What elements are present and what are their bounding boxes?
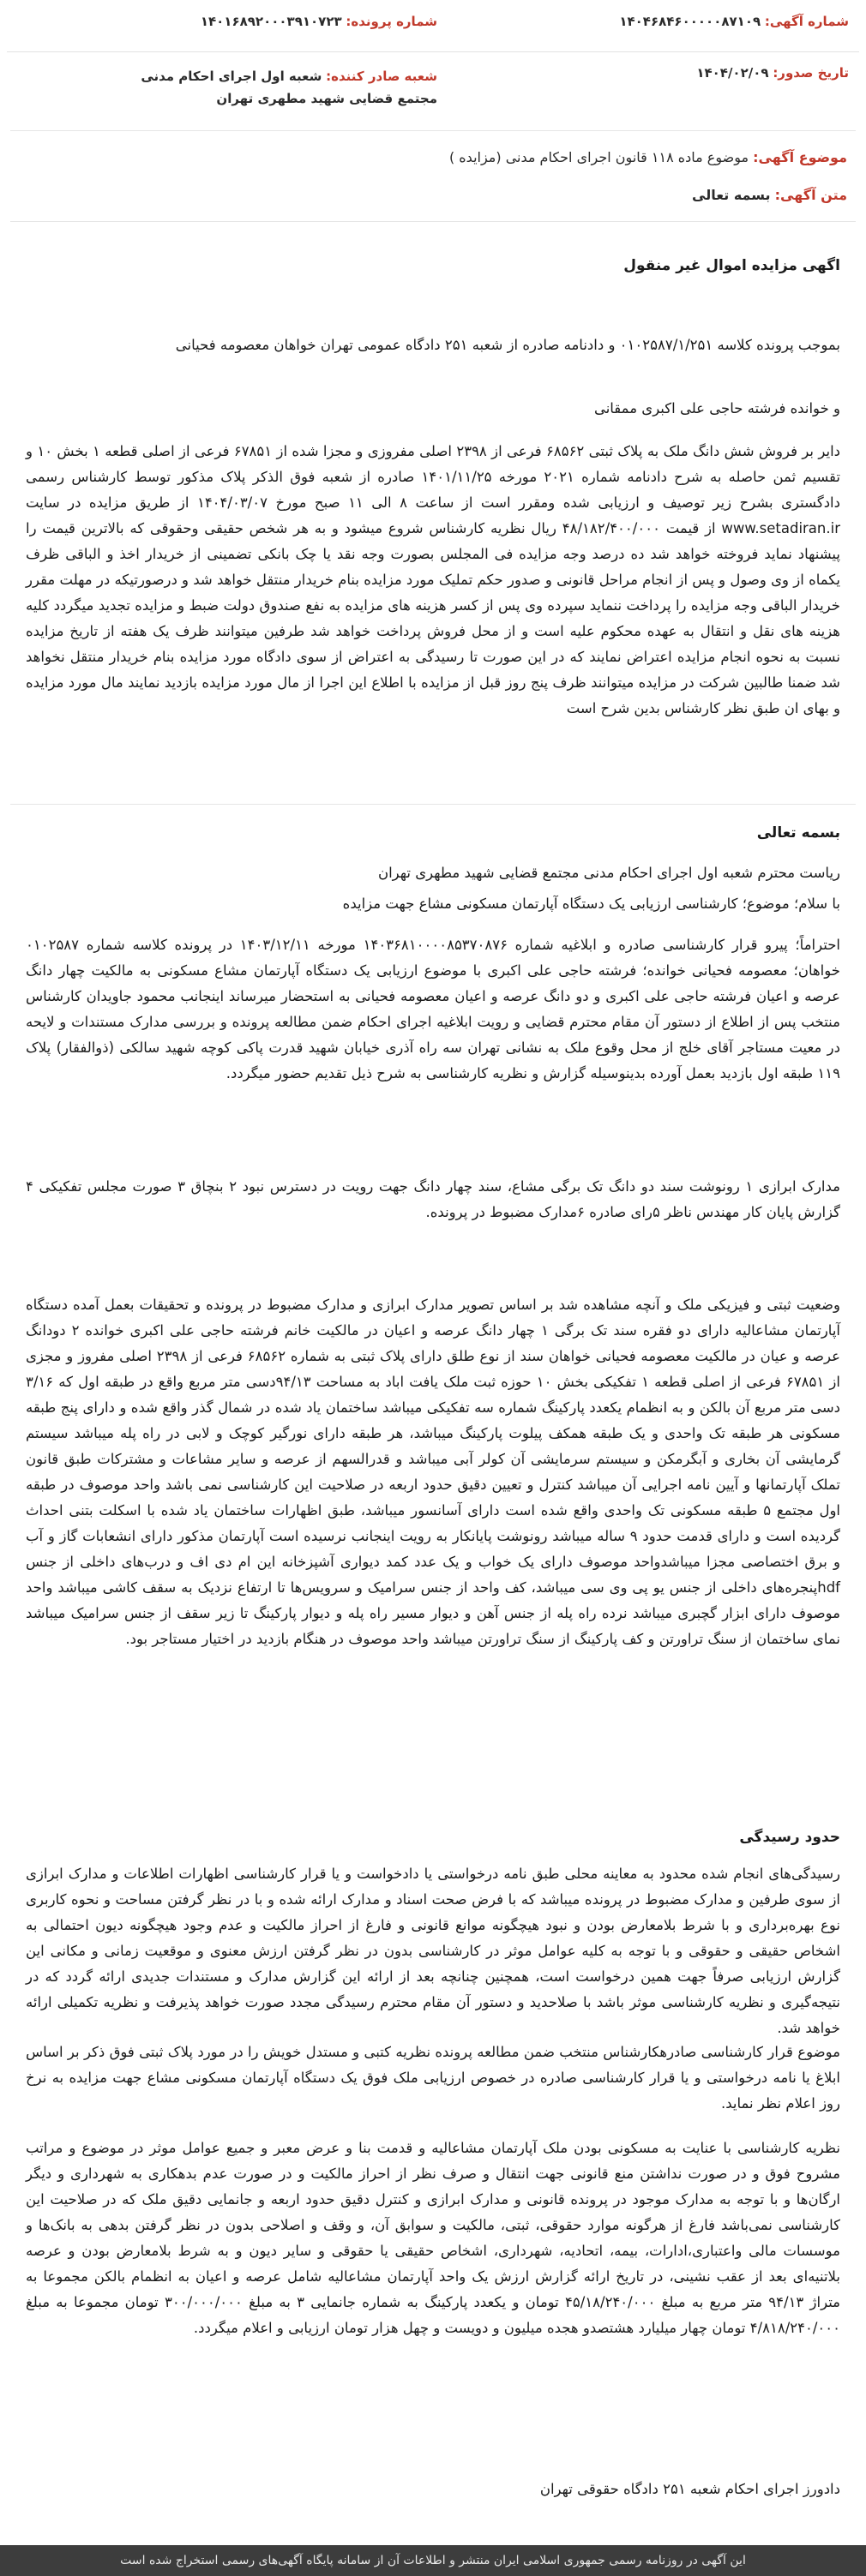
footer-text: این آگهی در روزنامه رسمی جمهوری اسلامی ایران منتشر و اطلاعات آن از سامانه پایگاه آگهی‌های رسمی استخراج شده است [120, 2554, 746, 2567]
file-number-row [201, 14, 437, 29]
issuer-branch-row [129, 65, 437, 110]
valuation-paragraph: نظریه کارشناسی با عنایت به مسکونی بودن ملک آپارتمان مشاعالیه و قدمت بنا و عرض معبر و جمیع عوامل موثر در موضوع و مراتب مشروح فوق و در صورت نداشتن منع قانونی جهت انتقال و صرف نظر از احراز مالکیت و در صورت عدم بدهکاری به شهرداری و دیگر ارگان‌ها و با توجه به مدارک موجود در پرونده قانونی و مدارک ابرازی و کنترل دقیق حدود اربعه و جانمایی دقیق ملک که در صلاحیت این کارشناسی نمی‌باشد فارغ از هرگونه موارد حقوقی، ثبتی، مالکیت و سوابق آن، و وقف و اصلاحی بدون در نظر گرفتن بدهی به بانک‌ها و موسسات مالی واعتباری،ادارات، بیمه، اتحادیه، شهرداری، اشخاص حقیقی یا حقوقی و سایر دیون و به شرط بلامعارض بودن و عرصه بلاتنیه‌ای بعد از عقب نشینی، در تاریخ ارائه گزارش ارزش یک واحد آپارتمان مشاعالیه شامل عرصه و اعیان به انظمام بالکن مجموعا به متراژ ۹۴/۱۳ متر مربع به مبلغ ۴۵/۱۸/۲۴۰/۰۰۰ تومان و یکعدد پارکینگ به شماره جانمایی ۳ به مبلغ ۳۰۰/۰۰۰/۰۰۰ تومان مجموعا به مبلغ ۴/۸۱۸/۲۴۰/۰۰۰ تومان چهار میلیارد هشتصدو هجده میلیون و دویست و چهل هزار تومان ارزیابی و اعلام میگردد. [26, 2140, 841, 2336]
footer-bar [0, 2545, 866, 2576]
auction-terms-paragraph: دایر بر فروش شش دانگ ملک به پلاک ثبتی ۶۸۵۶۲ فرعی از ۲۳۹۸ اصلی مفروزی و مجزا شده از ۶۷۸۵۱ فرعی از اصلی قطعه ۱ بخش ۱۰ و تقسیم ثمن حاصله به شرح دادنامه شماره ۲۰۲۱ مورخه ۱۴۰۱/۱۱/۲۵ صادره از شعبه فوق الذکر پلاک مذکور توسط کارشناس رسمی دادگستری بشرح زیر توصیف و ارزیابی شده ومقرر است از ساعت ۸ الی ۱۱ صبح مورخ ۱۴۰۴/۰۳/۰۷ از طریق مزایده در سایت www.setadiran.ir از قیمت ۴۸/۱۸۲/۴۰۰/۰۰۰ ریال نظریه کارشناس شروع میشود و به هر شخص حقیقی وحقوقی که بالاترین قیمت را پیشنهاد نماید فروخته خواهد شد ده درصد وجه مزایده فی المجلس بصورت وجه نقد یا چک بانکی تضمینی از خریدار اخذ و الباقی ظرف یکماه از وی وصول و پس از انجام مراحل قانونی و صدور حکم تملیک مورد مزایده بنام خریدار منتقل خواهد شد و درصورتیکه در مهلت مقرر خریدار الباقی وجه مزایده را پرداخت ننماید سپرده وی پس از کسر هزینه های مزایده به نفع صندوق دولت ضبط و مزایده تجدید میگردد کلیه هزینه های نقل و انتقال به عهده محکوم علیه است و از محل فروش پرداخت خواهد شد طرفین میتوانند ظرف یک هفته از تاریخ مزایده نسبت به نحوه انجام مزایده اعتراض نمایند که در این صورت تا رسیدگی به اعتراض از سوی دادگاه مورد مزایده بنام خریدار منتقل نخواهد شد ضمنا طالبین شرکت در مزایده میتوانند ظرف پنج روز قبل از مزایده با اطلاع این اجرا از مال مورد مزایده بازدید نمایند مال مورد مزایده و بهای ان طبق نظر کارشناس بدین شرح است [26, 443, 840, 716]
file-number-label: شماره پرونده: [346, 14, 437, 29]
auction-defendant-paragraph: و خوانده فرشته حاجی علی اکبری ممقانی [593, 400, 840, 416]
notice-meta-header [0, 0, 866, 137]
signature-line: دادورز اجرای احکام شعبه ۲۵۱ دادگاه حقوقی تهران [539, 2481, 840, 2497]
ad-number-label: شماره آگهی: [764, 14, 849, 29]
text-value: بسمه تعالی [692, 187, 771, 203]
report-documents-paragraph: مدارک ابرازی ۱ رونوشت سند دو دانگ تک برگی مشاع، سند چهار دانگ جهت رویت در دسترس نبود ۲ بنچاق ۳ صورت مجلس تفکیکی ۴ گزارش پایان کار مهندس ناظر ۵رای صادره ۶مدارک مضبوط در پرونده. [26, 1178, 840, 1220]
report-addressee: ریاست محترم شعبه اول اجرای احکام مدنی مجتمع قضایی شهید مطهری تهران [377, 865, 840, 881]
ad-number-value: ۱۴۰۴۶۸۴۶۰۰۰۰۰۸۷۱۰۹ [619, 14, 761, 29]
subject-row [19, 139, 847, 177]
issuer-branch-value: شعبه اول اجرای احکام مدنی مجتمع قضایی شهید مطهری تهران [141, 69, 437, 106]
auction-title: اگهی مزایده اموال غیر منقول [623, 257, 840, 274]
file-number-value: ۱۴۰۱۶۸۹۲۰۰۰۳۹۱۰۷۲۳ [200, 14, 342, 29]
ad-number-row [619, 14, 849, 29]
text-label: متن آگهی: [774, 187, 847, 203]
issuer-branch-label: شعبه صادر کننده: [326, 69, 437, 84]
issue-date-label: تاریخ صدور: [773, 65, 849, 81]
report-greeting: با سلام؛ موضوع؛ کارشناسی ارزیابی یک دستگاه آپارتمان مسکونی مشاع جهت مزایده [342, 896, 840, 912]
assignment-paragraph: موضوع قرار کارشناسی صادرهکارشناس منتخب ضمن مطالعه پرونده نظریه کتبی و مستدل خویش را در مورد پلاک ثبتی فوق ذکر بر اساس ابلاغ یا نامه درخواستی و یا قرار کارشناسی صادره در خصوص ارزیابی ملک فوق یک دستگاه آپارتمان مسکونی مشاع جهت مزایده به نرخ روز اعلام نظر نماید. [26, 2044, 840, 2112]
notice-subject [19, 139, 847, 214]
auction-intro-paragraph: بموجب پرونده کلاسه ۰۱۰۲۵۸۷/۱/۲۵۱ و دادنامه صادره از شعبه ۲۵۱ دادگاه عمومی تهران خواهان معصومه فحیانی [175, 337, 840, 353]
subject-label: موضوع آگهی: [753, 149, 847, 165]
report-bismillah: بسمه تعالی [756, 824, 840, 842]
limits-title: حدود رسیدگی [739, 1829, 840, 1846]
report-intro-paragraph: احتراماً؛ پیرو قرار کارشناسی صادره و ابلاغیه شماره ۱۴۰۳۶۸۱۰۰۰۰۸۵۳۷۰۸۷۶ مورخه ۱۴۰۳/۱۲/۱۱ در پرونده کلاسه شماره ۰۱۰۲۵۸۷ خواهان؛ معصومه فحیانی خوانده؛ فرشته حاجی علی اکبری با موضوع ارزیابی یک دستگاه آپارتمان مشاع مسکونی به مالکیت چهار دانگ عرصه و اعیان فرشته حاجی علی اکبری و دو دانگ عرصه و اعیان معصومه فحیانی به استحضار میرساند اینجانب محمود جاویدان کارشناس منتخب پس از اطلاع از دستور آن مقام محترم قضایی و رویت ابلاغیه اجرای احکام ضمن مطالعه پرونده و بررسی مدارک مستندات و لایحه در معیت مستاجر آقای خلج از محل وقوع ملک به نشانی تهران سه راه آذری خیابان شهید قدرت پاکی کوچه شهید سالکی (ذوالفقار) پلاک ۱۱۹ طبقه اول بازدید بعمل آورده بدینوسیله گزارش و نظریه کارشناسی به شرح ذیل تقدیم حضور میگردد. [26, 937, 840, 1081]
issue-date-row [696, 65, 849, 81]
issue-date-value: ۱۴۰۴/۰۲/۰۹ [696, 65, 769, 81]
report-property-paragraph: وضعیت ثبتی و فیزیکی ملک و آنچه مشاهده شد بر اساس تصویر مدارک ابرازی و مدارک مضبوط در پرونده و تحقیقات بعمل آمده دستگاه آپارتمان مشاعالیه دارای دو فقره سند تک برگی ۱ چهار دانگ عرصه و اعیان در مالکیت خانم فرشته حاجی علی اکبری خوانده ۲ دودانگ عرصه و عیان در مالکیت معصومه فحیانی خواهان سند از نوع طلق دارای پلاک ثبتی به شماره ۶۸۵۶۲ فرعی از ۲۳۹۸ اصلی مفروز و مجزی از ۶۷۸۵۱ فرعی از اصلی قطعه ۱ تفکیکی بخش ۱۰ حوزه ثبت ملک یافت اباد به مساحت ۹۴/۱۳دسی متر مربع واقع در طبقه اول که ۳/۱۶ دسی متر مربع آن بالکن و به انظمام یکعدد پارکینگ شماره سه تفکیکی میباشد ساختمان یاد شده در شمال گذر واقع شده و دارای پنج طبقه مسکونی هر طبقه تک واحدی و یک طبقه همکف پیلوت پارکینگ میباشد، هر طبقه دارای نورگیر کوچک و لابی در راه پله میباشد سیستم گرمایشی آن بخاری و آبگرمکن و سیستم سرمایشی آن کولر آبی میباشد و قدرالسهم از عرصه و سایر مشاعات و مشترکات طبق قانون تملک آپارتمانها و آیین نامه اجرایی آن میباشد کنترل و تعیین دقیق حدود اربعه در صلاحیت این کارشناسی نمی باشد واحد موصوف در طبقه اول مجتمع ۵ طبقه مسکونی تک واحدی واقع شده است دارای آسانسور میباشد، طبق اظهارات ساختمان یاد شده با اسکلت بتنی احداث گردیده است و دارای قدمت حدود ۹ ساله میباشد رونوشت پایانکار به رویت اینجانب نرسیده است آپارتمان مذکور دارای انشعابات گاز و آب و برق اختصاصی مجزا میباشدواحد موصوف دارای یک خواب و یک عدد کمد دیواری آشپزخانه این ام دی اف و درب‌های داخلی از جنس hdfپنجره‌های داخلی از جنس یو پی وی سی میباشد، کف واحد از جنس سرامیک و سرویس‌ها تا ارتفاع نزدیک به سقف کاشی میباشد واحد موصوف دارای ابزار گچبری میباشد نرده راه پله از جنس آهن و دیوار مسیر راه پله و دیوار پارکینگ تا زیر سقف از جنس سرامیک میباشد نمای ساختمان از سنگ تراورتن و کف پارکینگ از سنگ تراورتن میباشد واحد موصوف در هنگام بازدید در اختیار مستاجر بود. [26, 1297, 840, 1647]
text-row [19, 177, 847, 214]
limits-paragraph: رسیدگی‌های انجام شده محدود به معاینه محلی طبق نامه درخواستی یا دادخواست و یا قرار کارشناسی اظهارات اطلاعات و مدارک ابرازی از سوی طرفین و مدارک مضبوط در پرونده میباشد که با فرض صحت اسناد و مدارک ارائه شده و با در نظر گرفتن مساحت و نحوه کاربری نوع بهره‌برداری و با شرط بلامعارض بودن و نبود هیچگونه موانع قانونی و فارغ از احراز مالکیت و عدم وجود هیچگونه دیون احتمالی به اشخاص حقیقی و حقوقی و با توجه به کلیه عوامل موثر در کارشناسی بدون در نظر گرفتن ارزش معنوی و موقعیت زمانی و مکانی این گزارش ارزیابی صرفاً جهت همین درخواست است، همچنین چنانچه بعد از ارائه این گزارش مدارک و مستندات جدیدی ارائه گردد که در نتیجه‌گیری و نظریه کارشناسی موثر باشد با صلاحدید و دستور آن مقام محترم رسیدگی مجدد صورت خواهد پذیرفت و نظریه تکمیلی ارائه خواهد شد. [26, 1866, 840, 2036]
subject-value: موضوع ماده ۱۱۸ قانون اجرای احکام مدنی (مزایده ) [448, 149, 749, 165]
